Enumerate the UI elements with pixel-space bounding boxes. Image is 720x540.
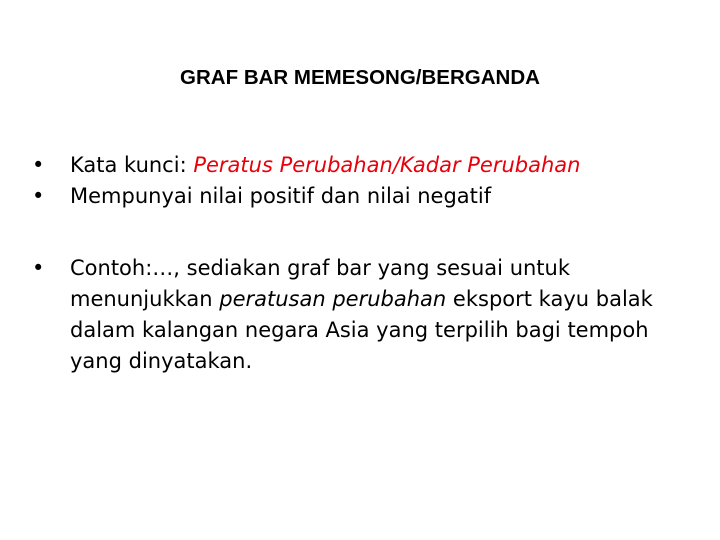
bullet-example xyxy=(32,253,692,377)
bullet-example-prefix: Contoh:…, sediakan graf bar yang sesuai untuk menunjukkan xyxy=(70,256,571,311)
bullet-example-emphasis: peratusan perubahan xyxy=(219,287,447,311)
slide-title: GRAF BAR MEMESONG/BERGANDA xyxy=(180,66,540,89)
bullet-values-text: Mempunyai nilai positif dan nilai negatif xyxy=(70,184,492,208)
bullet-spacer xyxy=(32,212,692,253)
bullet-keyword xyxy=(32,150,692,181)
bullet-example-suffix: eksport kayu balak dalam kalangan negara Asia yang terpilih bagi tempoh yang dinyatakan. xyxy=(70,287,653,373)
bullet-dot-icon: • xyxy=(32,153,45,177)
bullet-dot-icon: • xyxy=(32,184,45,208)
bullet-dot-icon: • xyxy=(32,256,45,280)
bullet-keyword-emphasis: Peratus Perubahan/Kadar Perubahan xyxy=(193,153,581,177)
bullet-list xyxy=(32,150,692,377)
bullet-values xyxy=(32,181,692,212)
bullet-keyword-label: Kata kunci: xyxy=(70,153,194,177)
